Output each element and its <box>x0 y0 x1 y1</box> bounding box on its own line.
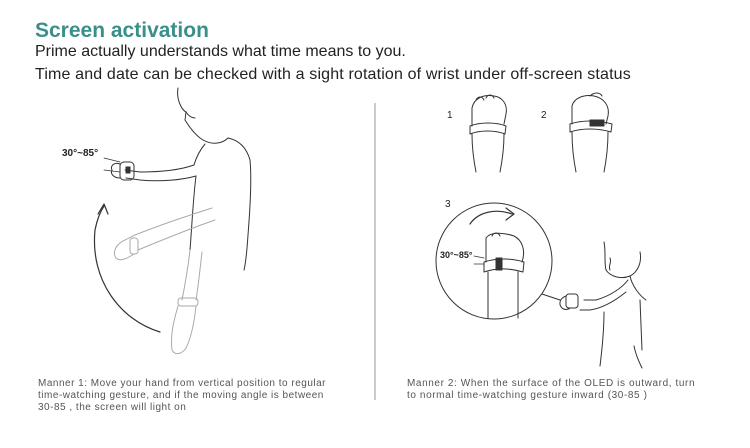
caption-manner-1: Manner 1: Move your hand from vertical position to regular time-watching gesture, and if the moving angle is between 30-85 , the screen will light on <box>38 378 327 413</box>
right-angle-label: 30°~85° <box>440 250 473 260</box>
intro-line-2: Time and date can be checked with a sight rotation of wrist under off-screen status <box>35 66 631 83</box>
right-person <box>560 242 646 368</box>
step-2-number: 2 <box>541 110 547 121</box>
caption-manner-2: Manner 2: When the surface of the OLED is outward, turn to normal time-watching gesture inward (30-85 ) <box>407 378 696 401</box>
step-2-hand <box>570 93 612 172</box>
page-title: Screen activation <box>35 19 209 42</box>
step-1-hand <box>470 95 506 172</box>
left-angle-label: 30°~85° <box>62 148 99 159</box>
step-1-number: 1 <box>447 110 453 121</box>
step-3-number: 3 <box>445 199 451 210</box>
step-3-magnifier <box>436 203 560 319</box>
intro-line-1: Prime actually understands what time means to you. <box>35 43 406 60</box>
left-figure <box>94 88 250 354</box>
